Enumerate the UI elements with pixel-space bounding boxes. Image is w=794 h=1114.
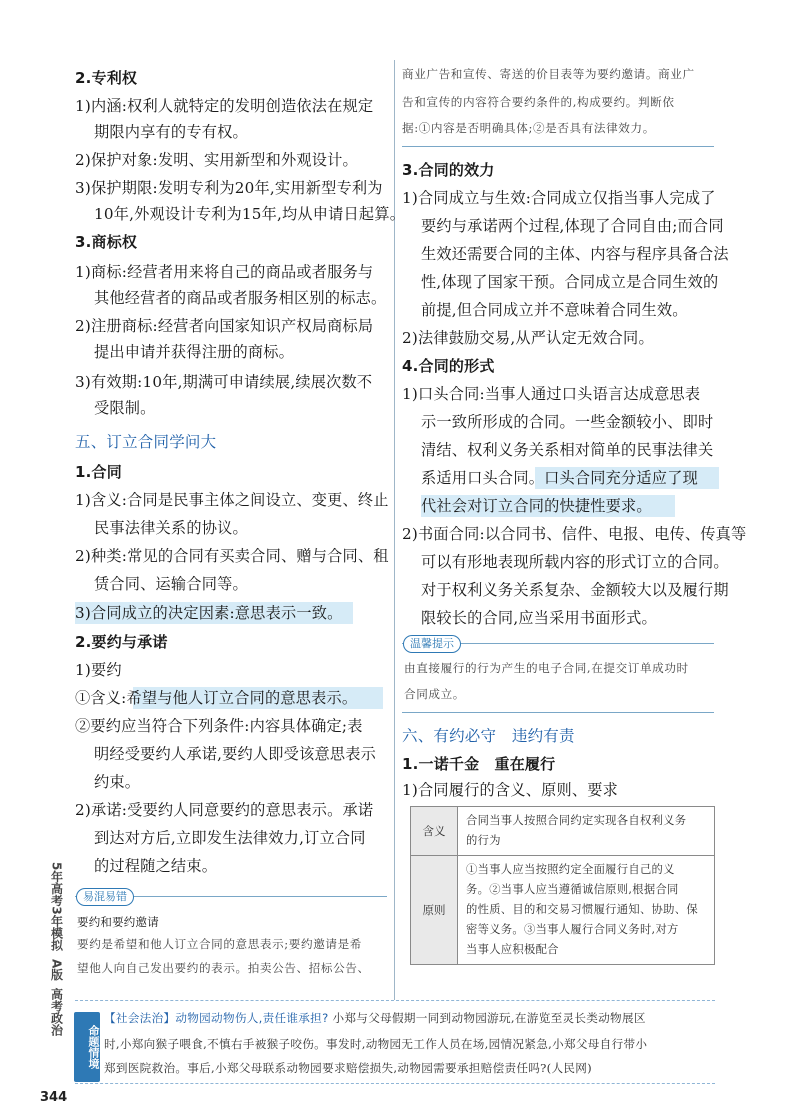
contract-line: 民事法律关系的协议。 [94,519,248,537]
subject-label: 高考政治 [49,988,64,1036]
effect-line: 2)法律鼓励交易,从严认定无效合同。 [402,329,654,347]
patent-line: 2)保护对象:发明、实用新型和外观设计。 [75,151,358,169]
tip-line: 合同成立。 [404,687,465,701]
trademark-heading: 3.商标权 [75,233,138,251]
patent-heading: 2.专利权 [75,69,138,87]
trademark-line: 1)商标:经营者用来将自己的商品或者服务与 [75,263,374,281]
contract-heading: 1.合同 [75,463,122,481]
offer-line: 约束。 [94,773,141,791]
offer-line: 的过程随之结束。 [94,857,218,875]
confusion-line: 要约是希望和他人订立合同的意思表示;要约邀请是希 [77,937,362,951]
form-line: 代社会对订立合同的快捷性要求。 [421,497,652,515]
section-heading: 五、订立合同学问大 [75,433,217,451]
effect-line: 前提,但合同成立并不意味着合同生效。 [421,301,688,319]
effect-line: 生效还需要合同的主体、内容与程序具备合法 [421,245,729,263]
offer-line: ②要约应当符合下列条件:内容具体确定;表 [75,717,363,735]
confusion-continued-line: 商业广告和宣传、寄送的价目表等为要约邀请。商业广 [402,67,695,81]
confusion-continued-line: 据:①内容是否明确具体;②是否具有法律效力。 [402,121,655,135]
column-divider [394,60,395,1000]
edition-label: A版 [49,958,64,980]
confusion-continued-line: 告和宣传的内容符合要约条件的,构成要约。判断依 [402,95,675,109]
form-line: 1)口头合同:当事人通过口头语言达成意思表 [402,385,701,403]
table-key: 原则 [411,856,458,964]
trademark-line: 2)注册商标:经营者向国家知识产权局商标局 [75,317,374,335]
table-row [411,807,714,855]
form-line: 示一致所形成的合同。一些金额较小、即时 [421,413,714,431]
scenario-bottom-rule [75,1083,715,1084]
patent-line: 10年,外观设计专利为15年,均从申请日起算。 [94,205,406,223]
trademark-line: 其他经营者的商品或者服务相区别的标志。 [94,289,387,307]
book-sidebar [44,862,68,1036]
table-value: 合同当事人按照合同约定实现各自权利义务 的行为 [466,814,687,847]
effect-line: 要约与承诺两个过程,体现了合同自由;而合同 [421,217,724,235]
form-line: 清结、权利义务关系相对简单的民事法律关 [421,441,714,459]
section-heading: 六、有约必守 违约有责 [402,727,575,745]
trademark-line: 3)有效期:10年,期满可申请续展,续展次数不 [75,373,373,391]
table-value: ①当事人应当按照约定全面履行自己的义 务。②当事人应当遵循诚信原则,根据合同 的性质、目的和交易习惯履行通知、协助、保 密等义务。③当事人履行合同义务时,对方 当事人应积极配合 [466,863,698,956]
performance-table [410,806,715,965]
scenario-top-rule [75,1000,715,1001]
page-number: 344 [40,1090,68,1105]
form-line: 对于权利义务关系复杂、金额较大以及履行期 [421,581,729,599]
tip-tag: 温馨提示 [403,635,461,653]
offer-line: ①含义:希望与他人订立合同的意思表示。 [75,689,358,707]
effect-heading: 3.合同的效力 [402,161,495,179]
form-line: 系适用口头合同。口头合同充分适应了现 [421,469,698,487]
scenario-line [104,1008,646,1028]
offer-line: 到达对方后,立即发生法律效力,订立合同 [94,829,366,847]
box-rule [402,712,714,713]
book-title: 5年高考3年模拟 [49,862,64,951]
contract-line: 赁合同、运输合同等。 [94,575,248,593]
table-key: 含义 [411,807,458,855]
scenario-text: 小郑与父母假期一同到动物园游玩,在游览至灵长类动物展区 [328,1011,646,1025]
contract-line: 1)含义:合同是民事主体之间设立、变更、终止 [75,491,389,509]
offer-line: 1)要约 [75,661,122,679]
form-line: 限较长的合同,应当采用书面形式。 [421,609,657,627]
trademark-line: 受限制。 [94,399,156,417]
effect-line: 性,体现了国家干预。合同成立是合同生效的 [421,273,719,291]
contract-line-highlighted: 3)合同成立的决定因素:意思表示一致。 [75,604,343,622]
confusion-tag: 易混易错 [76,888,134,906]
box-rule [402,146,714,147]
offer-line: 2)承诺:受要约人同意要约的意思表示。承诺 [75,801,374,819]
table-row [411,855,714,964]
tip-line: 由直接履行的行为产生的电子合同,在提交订单成功时 [404,661,689,675]
effect-line: 1)合同成立与生效:合同成立仅指当事人完成了 [402,189,716,207]
promise-heading: 1.一诺千金 重在履行 [402,755,556,773]
offer-heading: 2.要约与承诺 [75,633,168,651]
scenario-line: 时,小郑向猴子喂食,不慎右手被猴子咬伤。事发时,动物园无工作人员在场,园情况紧急,小郑父母自行带小 [104,1037,648,1051]
form-line: 可以有形地表现所载内容的形式订立的合同。 [421,553,729,571]
patent-line: 3)保护期限:发明专利为20年,实用新型专利为 [75,179,383,197]
contract-line: 2)种类:常见的合同有买卖合同、赠与合同、租 [75,547,389,565]
scenario-tag: 命题情境 [74,1012,100,1082]
patent-line: 1)内涵:权利人就特定的发明创造依法在规定 [75,97,374,115]
offer-line: 明经受要约人承诺,要约人即受该意思表示 [94,745,377,763]
confusion-line: 望他人向自己发出要约的表示。拍卖公告、招标公告、 [77,961,370,975]
scenario-title: 【社会法治】动物园动物伤人,责任谁承担? [104,1011,329,1025]
form-line: 2)书面合同:以合同书、信件、电报、电传、传真等 [402,525,747,543]
scenario-line: 郑到医院救治。事后,小郑父母联系动物园要求赔偿损失,动物园需要承担赔偿责任吗?(人民网) [104,1061,592,1075]
patent-line: 期限内享有的专有权。 [94,123,248,141]
promise-subheading: 1)合同履行的含义、原则、要求 [402,781,619,799]
form-heading: 4.合同的形式 [402,357,495,375]
confusion-title: 要约和要约邀请 [77,915,159,929]
trademark-line: 提出申请并获得注册的商标。 [94,343,295,361]
